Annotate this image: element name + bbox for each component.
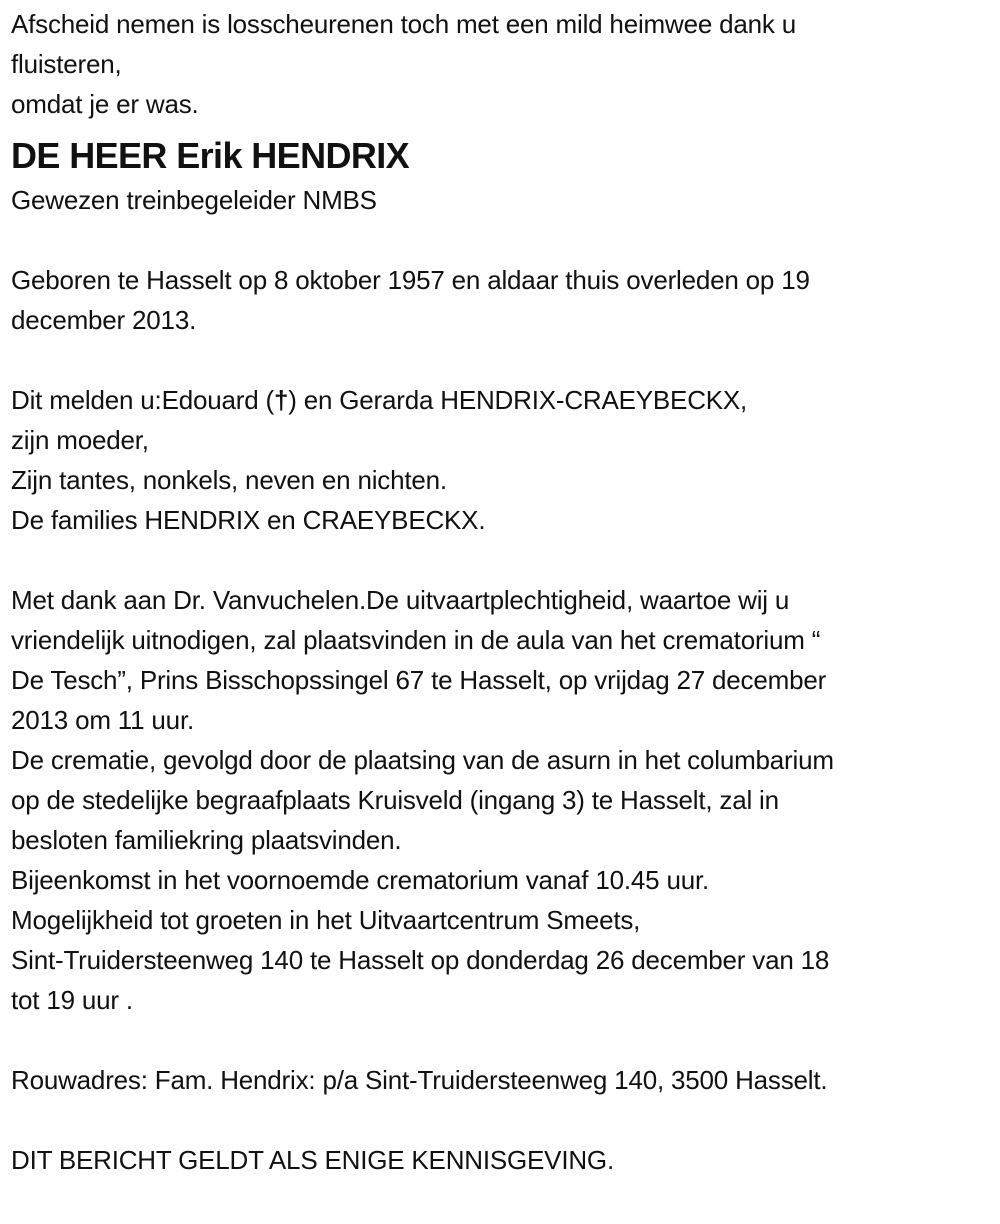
announcer-line (11, 380, 990, 420)
occupation-text: Gewezen treinbegeleider NMBS (11, 185, 377, 215)
ceremony-line: 2013 om 11 uur. (11, 705, 194, 735)
announcer-line: zijn moeder, (11, 425, 149, 455)
spacer (11, 1020, 990, 1060)
ceremony-line: besloten familiekring plaatsvinden. (11, 825, 402, 855)
announcer-line: De families HENDRIX en CRAEYBECKX. (11, 505, 486, 535)
spacer (11, 340, 990, 380)
spacer (11, 220, 990, 260)
cross-icon: † (273, 385, 289, 415)
ceremony-block (11, 580, 990, 1020)
birth-death-line: december 2013. (11, 305, 197, 335)
ceremony-line: Bijeenkomst in het voornoemde crematorium vanaf 10.45 uur. (11, 865, 710, 895)
spacer (11, 1100, 990, 1140)
poem-line: fluisteren, (11, 49, 122, 79)
spacer (11, 540, 990, 580)
deceased-name-heading: DE HEER Erik HENDRIX (11, 135, 410, 176)
closing-statement: DIT BERICHT GELDT ALS ENIGE KENNISGEVING. (11, 1145, 614, 1175)
announcer-line: Zijn tantes, nonkels, neven en nichten. (11, 465, 447, 495)
ceremony-line: tot 19 uur . (11, 985, 133, 1015)
poem-line: Afscheid nemen is losscheurenen toch met een mild heimwee dank u (11, 9, 796, 39)
birth-death-block (11, 260, 990, 340)
announcer-suffix: ) en Gerarda HENDRIX-CRAEYBECKX, (288, 385, 748, 415)
ceremony-line: vriendelijk uitnodigen, zal plaatsvinden in de aula van het crematorium “ (11, 625, 821, 655)
ceremony-line: Sint-Truidersteenweg 140 te Hasselt op donderdag 26 december van 18 (11, 945, 830, 975)
ceremony-line: Mogelijkheid tot groeten in het Uitvaartcentrum Smeets, (11, 905, 641, 935)
birth-death-line: Geboren te Hasselt op 8 oktober 1957 en aldaar thuis overleden op 19 (11, 265, 810, 295)
poem-block (11, 4, 990, 124)
ceremony-line: Met dank aan Dr. Vanvuchelen.De uitvaartplechtigheid, waartoe wij u (11, 585, 790, 615)
ceremony-line: De Tesch”, Prins Bisschopssingel 67 te Hasselt, op vrijdag 27 december (11, 665, 827, 695)
poem-line: omdat je er was. (11, 89, 199, 119)
announcers-block (11, 380, 990, 540)
announcer-prefix: Dit melden u:Edouard ( (11, 385, 274, 415)
ceremony-line: op de stedelijke begraafplaats Kruisveld (ingang 3) te Hasselt, zal in (11, 785, 779, 815)
ceremony-line: De crematie, gevolgd door de plaatsing van de asurn in het columbarium (11, 745, 834, 775)
mourning-address: Rouwadres: Fam. Hendrix: p/a Sint-Truidersteenweg 140, 3500 Hasselt. (11, 1065, 828, 1095)
